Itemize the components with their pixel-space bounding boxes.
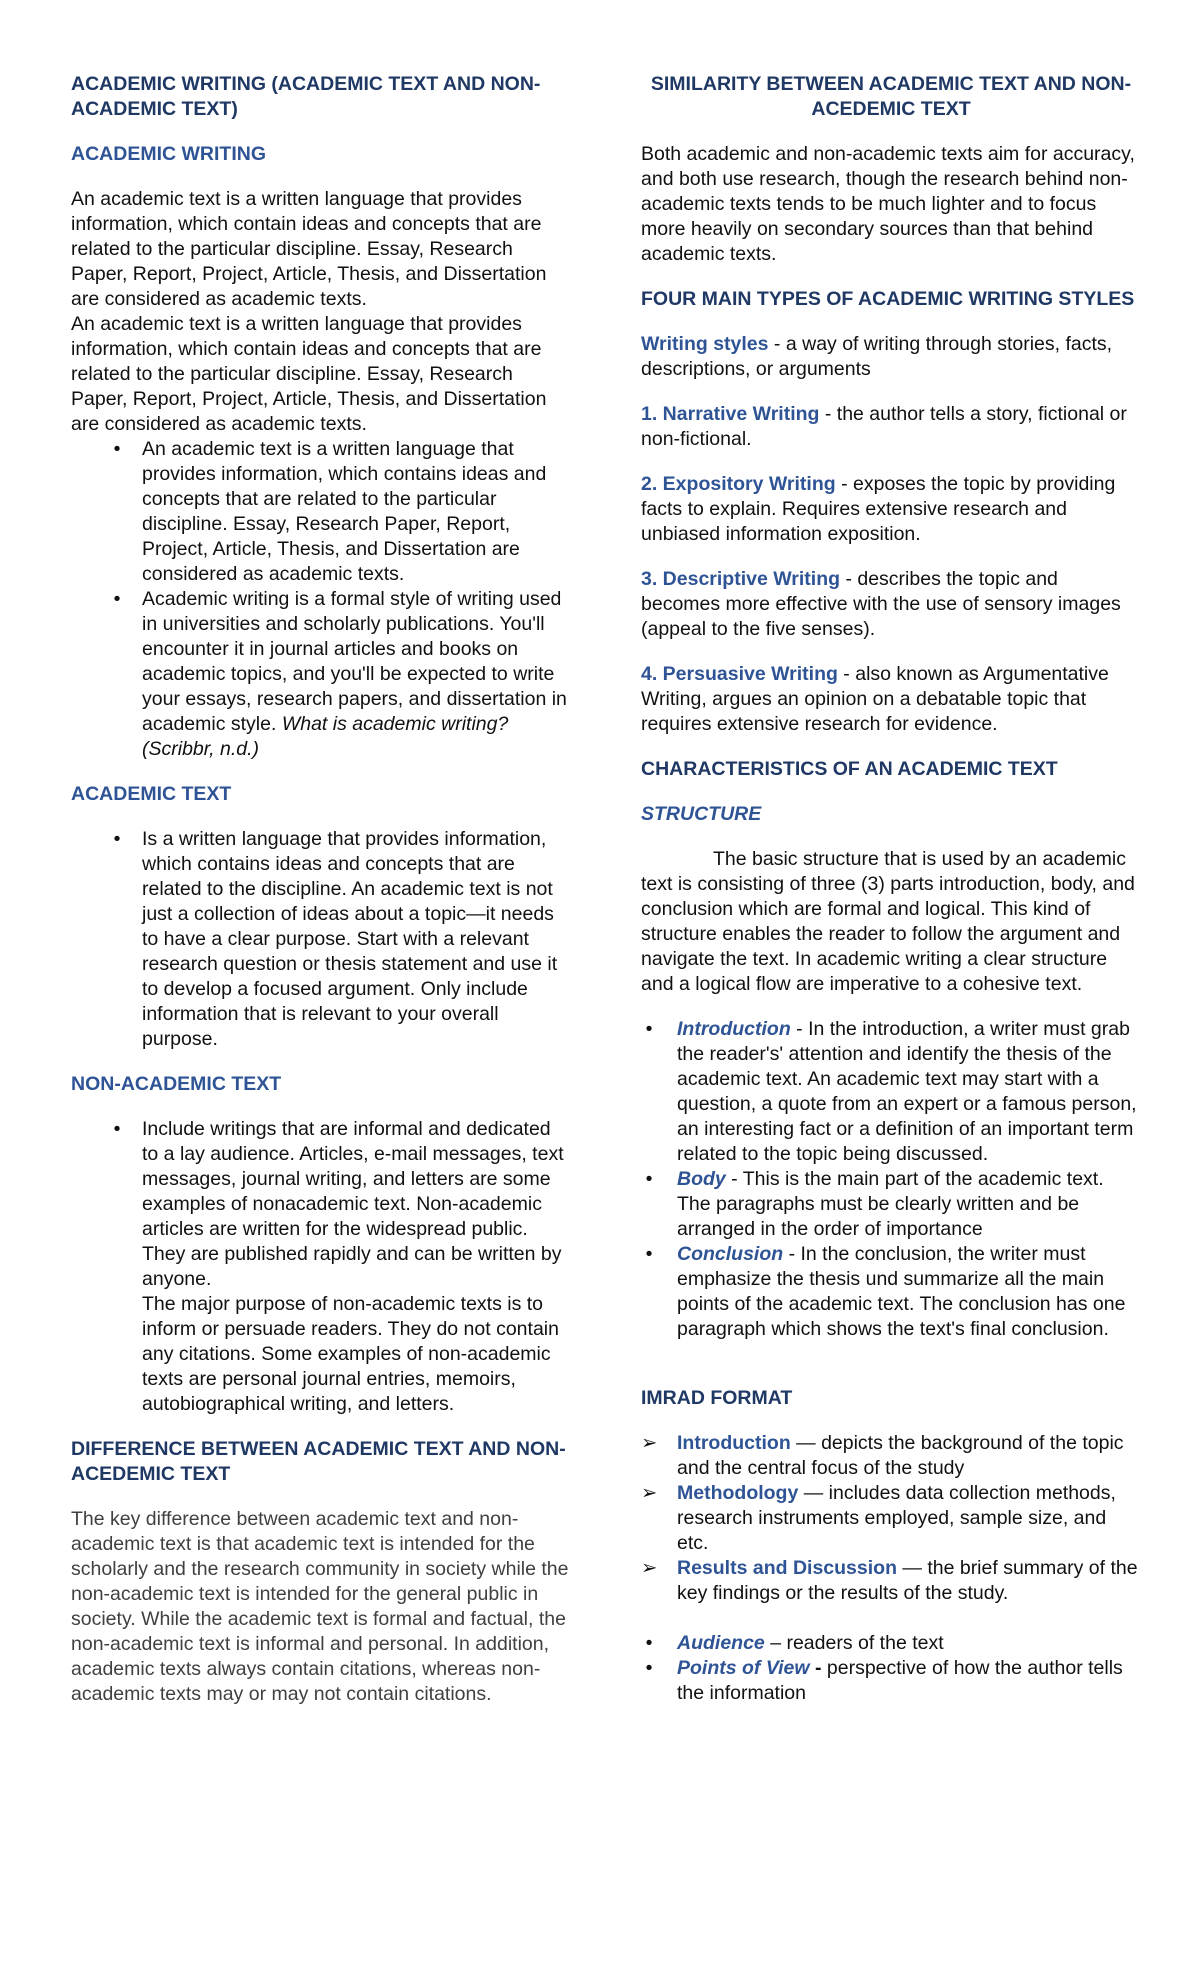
definition: perspective of how the author tells the information <box>677 1657 1123 1704</box>
list-item <box>71 437 571 587</box>
academic-writing-para-2: An academic text is a written language that provides information, which contain ideas and concepts that are related to the particular discipline. Essay, Research Paper, Report, Project, Article, Thesis, and Dissertation are considered as academic texts. <box>71 313 547 435</box>
term: Introduction <box>677 1432 791 1454</box>
academic-text-heading: ACADEMIC TEXT <box>71 783 232 805</box>
structure-subheading: STRUCTURE <box>641 803 762 825</box>
style-persuasive <box>641 662 1141 737</box>
bullet-text-continued: The major purpose of non-academic texts is to inform or persuade readers. They do not contain any citations. Some examples of non-academic texts are personal journal entries, memoirs, autobiographical writing, and letters. <box>142 1293 559 1415</box>
right-column <box>641 72 1141 1706</box>
left-column <box>71 72 571 1707</box>
academic-writing-bullets <box>71 437 571 762</box>
definition: - a way of writing through stories, facts, descriptions, or arguments <box>641 333 1113 380</box>
definition: - describes the topic and becomes more effective with the use of sensory images (appeal to the five senses). <box>641 568 1121 640</box>
definition: - This is the main part of the academic text. The paragraphs must be clearly written and be arranged in the order of importance <box>677 1168 1104 1240</box>
bullet-icon: • <box>645 1168 653 1190</box>
term: 1. Narrative Writing <box>641 403 820 425</box>
bullet-icon: • <box>645 1018 653 1040</box>
definition: — depicts the background of the topic and the central focus of the study <box>677 1432 1124 1479</box>
list-item <box>71 1117 571 1417</box>
structure-text: The basic structure that is used by an academic text is consisting of three (3) parts introduction, body, and conclusion which are formal and logical. This kind of structure enables the reader to follow the argument and navigate the text. In academic writing a clear structure and a logical flow are imperative to a cohesive text. <box>641 848 1135 995</box>
definition: - In the conclusion, the writer must emphasize the thesis und summarize all the main points of the academic text. The conclusion has one paragraph which shows the text's final conclusion. <box>677 1243 1126 1340</box>
definition: - also known as Argumentative Writing, argues an opinion on a debatable topic that requires extensive research for evidence. <box>641 663 1109 735</box>
arrow-bullet-icon: ➢ <box>641 1482 658 1504</box>
definition: - exposes the topic by providing facts to explain. Requires extensive research and unbiased information exposition. <box>641 473 1116 545</box>
term: Results and Discussion <box>677 1557 897 1579</box>
list-item <box>71 587 571 762</box>
definition: - the author tells a story, fictional or non-fictional. <box>641 403 1127 450</box>
bullet-text: Include writings that are informal and dedicated to a lay audience. Articles, e-mail messages, text messages, journal writing, and letters are some examples of nonacademic text. Non-academic articles are written for the widespread public. They are published rapidly and can be written by anyone. <box>142 1118 564 1290</box>
academic-text-bullets <box>71 827 571 1052</box>
definition: — includes data collection methods, research instruments employed, sample size, and etc. <box>677 1482 1116 1554</box>
term: 3. Descriptive Writing <box>641 568 841 590</box>
styles-heading: FOUR MAIN TYPES OF ACADEMIC WRITING STYLES <box>641 288 1135 310</box>
bullet-icon: • <box>113 1118 121 1140</box>
style-descriptive <box>641 567 1141 642</box>
citation: What is academic writing? (Scribbr, n.d.) <box>142 713 509 760</box>
imrad-heading: IMRAD FORMAT <box>641 1387 793 1409</box>
bullet-icon: • <box>113 588 121 610</box>
non-academic-text-heading: NON-ACADEMIC TEXT <box>71 1073 282 1095</box>
difference-text: The key difference between academic text and non-academic text is that academic text is intended for the scholarly and the research community in society while the non-academic text is intended for the general public in society. While the academic text is formal and factual, the non-academic text is informal and personal. In addition, academic texts always contain citations, whereas non-academic texts may or may not contain citations. <box>71 1508 569 1705</box>
bullet-icon: • <box>645 1243 653 1265</box>
list-item <box>641 1556 1141 1606</box>
list-item <box>641 1431 1141 1481</box>
bullet-text: Academic writing is a formal style of writing used in universities and scholarly publications. You'll encounter it in journal articles and books on academic topics, and you'll be expected to write your essays, research papers, and dissertation in academic style. <box>142 588 567 735</box>
similarity-heading: SIMILARITY BETWEEN ACADEMIC TEXT AND NON-ACEDEMIC TEXT <box>650 73 1132 120</box>
term: Introduction <box>677 1018 791 1040</box>
term: Body <box>677 1168 726 1190</box>
list-item <box>641 1017 1141 1167</box>
list-item <box>641 1242 1141 1342</box>
styles-definition <box>641 332 1141 382</box>
separator: - <box>809 1657 822 1679</box>
extras-list <box>641 1631 1141 1706</box>
bullet-text: An academic text is a written language that provides information, which contains ideas and concepts that are related to the particular discipline. Essay, Research Paper, Report, Project, Article, Thesis, and Dissertation are considered as academic texts. <box>142 438 547 585</box>
term: Points of View <box>677 1657 810 1679</box>
term: Writing styles <box>641 333 769 355</box>
list-item <box>641 1481 1141 1556</box>
similarity-text: Both academic and non-academic texts aim for accuracy, and both use research, though the research behind non-academic texts tends to be much lighter and to focus more heavily on secondary sources than that behind academic texts. <box>641 143 1135 265</box>
bullet-icon: • <box>645 1632 653 1654</box>
characteristics-heading: CHARACTERISTICS OF AN ACADEMIC TEXT <box>641 758 1058 780</box>
non-academic-text-bullets <box>71 1117 571 1417</box>
academic-writing-para-1: An academic text is a written language that provides information, which contain ideas and concepts that are related to the particular discipline. Essay, Research Paper, Report, Project, Article, Thesis, and Dissertation are considered as academic texts. <box>71 188 547 310</box>
arrow-bullet-icon: ➢ <box>641 1557 658 1579</box>
difference-heading: DIFFERENCE BETWEEN ACADEMIC TEXT AND NON-ACEDEMIC TEXT <box>71 1438 566 1485</box>
bullet-icon: • <box>645 1657 653 1679</box>
list-item <box>641 1656 1141 1706</box>
term: Audience <box>677 1632 765 1654</box>
structure-parts <box>641 1017 1141 1342</box>
bullet-text: Is a written language that provides information, which contains ideas and concepts that are related to the discipline. An academic text is not just a collection of ideas about a topic—it needs to have a clear purpose. Start with a relevant research question or thesis statement and use it to develop a focused argument. Only include information that is relevant to your overall purpose. <box>142 828 558 1050</box>
definition: – readers of the text <box>764 1632 944 1654</box>
definition: - In the introduction, a writer must grab the reader's' attention and identify the thesis of the academic text. An academic text may start with a question, a quote from an expert or a famous person, an interesting fact or a definition of an important term related to the topic being discussed. <box>677 1018 1137 1165</box>
list-item <box>641 1631 1141 1656</box>
bullet-icon: • <box>113 438 121 460</box>
term: Methodology <box>677 1482 799 1504</box>
list-item <box>71 827 571 1052</box>
style-narrative <box>641 402 1141 452</box>
academic-writing-heading: ACADEMIC WRITING <box>71 143 266 165</box>
list-item <box>641 1167 1141 1242</box>
definition: — the brief summary of the key findings or the results of the study. <box>677 1557 1138 1604</box>
term: Conclusion <box>677 1243 784 1265</box>
document-title: ACADEMIC WRITING (ACADEMIC TEXT AND NON-ACADEMIC TEXT) <box>71 73 541 120</box>
arrow-bullet-icon: ➢ <box>641 1432 658 1454</box>
term: 2. Expository Writing <box>641 473 836 495</box>
term: 4. Persuasive Writing <box>641 663 838 685</box>
bullet-icon: • <box>113 828 121 850</box>
imrad-list <box>641 1431 1141 1606</box>
style-expository <box>641 472 1141 547</box>
